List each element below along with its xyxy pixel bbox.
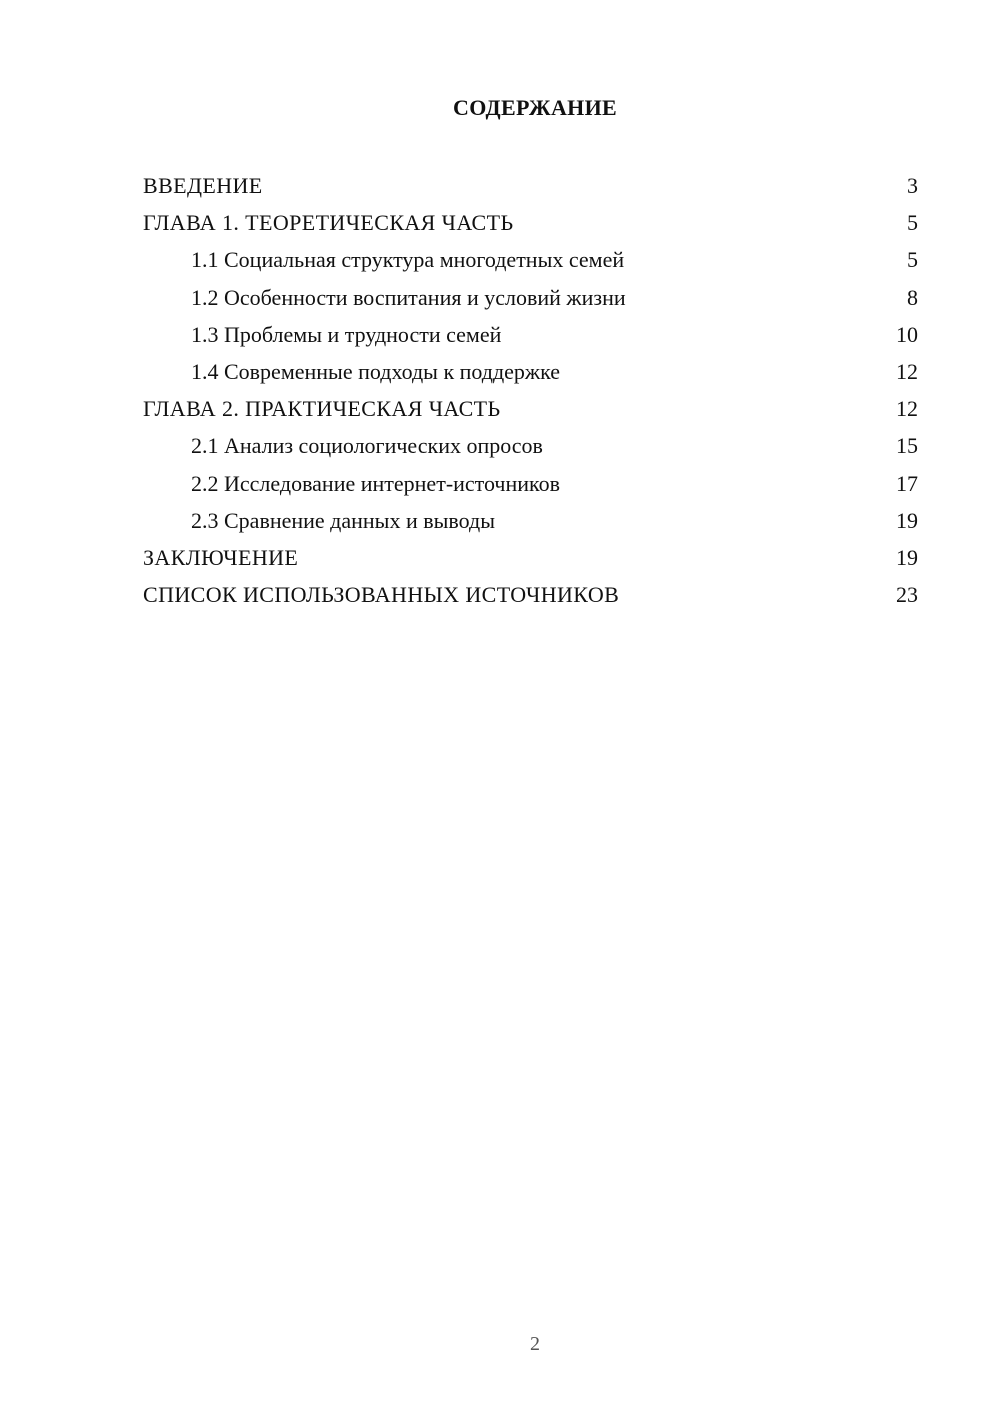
toc-entry-label: 1.1 Социальная структура многодетных семей: [191, 247, 625, 273]
toc-entry-section-1-4[interactable]: [143, 353, 918, 390]
toc-entry-label: 1.2 Особенности воспитания и условий жизни: [191, 284, 626, 310]
toc-entry-label: СПИСОК ИСПОЛЬЗОВАННЫХ ИСТОЧНИКОВ: [143, 582, 620, 608]
toc-entry-chapter-2[interactable]: [143, 390, 918, 427]
toc-entry-conclusion[interactable]: [143, 539, 918, 576]
toc-entry-page: 5: [907, 247, 918, 273]
toc-entry-label: 2.3 Сравнение данных и выводы: [191, 507, 495, 533]
toc-entry-label: 2.2 Исследование интернет-источников: [191, 470, 561, 496]
toc-entry-page: 8: [907, 284, 918, 310]
toc-entry-section-1-3[interactable]: [143, 316, 918, 353]
toc-entry-label: ГЛАВА 2. ПРАКТИЧЕСКАЯ ЧАСТЬ: [143, 396, 501, 422]
toc-entry-page: 12: [896, 358, 918, 384]
toc-entry-label: ВВЕДЕНИЕ: [143, 173, 263, 198]
toc-entry-label: 2.1 Анализ социологических опросов: [191, 433, 543, 459]
page-title: СОДЕРЖАНИЕ: [453, 95, 617, 120]
page-number: 2: [530, 1333, 540, 1355]
toc-entry-page: 12: [896, 396, 918, 422]
toc-entry-section-1-1[interactable]: [143, 241, 918, 278]
toc-entry-page: 5: [907, 210, 918, 236]
table-of-contents: [143, 167, 918, 613]
toc-entry-introduction[interactable]: [143, 167, 918, 204]
toc-entry-page: 3: [907, 173, 918, 198]
toc-entry-label: 1.4 Современные подходы к поддержке: [191, 358, 561, 384]
toc-entry-label: ЗАКЛЮЧЕНИЕ: [143, 544, 299, 570]
toc-entry-page: 23: [896, 582, 918, 608]
toc-entry-page: 17: [896, 470, 918, 496]
toc-entry-references[interactable]: [143, 576, 918, 613]
toc-entry-page: 10: [896, 321, 918, 347]
toc-entry-section-2-1[interactable]: [143, 427, 918, 464]
toc-entry-section-2-2[interactable]: [143, 465, 918, 502]
toc-entry-page: 15: [896, 433, 918, 459]
toc-entry-label: ГЛАВА 1. ТЕОРЕТИЧЕСКАЯ ЧАСТЬ: [143, 210, 514, 236]
toc-entry-page: 19: [896, 544, 918, 570]
toc-entry-section-1-2[interactable]: [143, 279, 918, 316]
toc-entry-chapter-1[interactable]: [143, 204, 918, 241]
toc-entry-label: 1.3 Проблемы и трудности семей: [191, 321, 502, 347]
toc-entry-page: 19: [896, 507, 918, 533]
toc-entry-section-2-3[interactable]: [143, 502, 918, 539]
